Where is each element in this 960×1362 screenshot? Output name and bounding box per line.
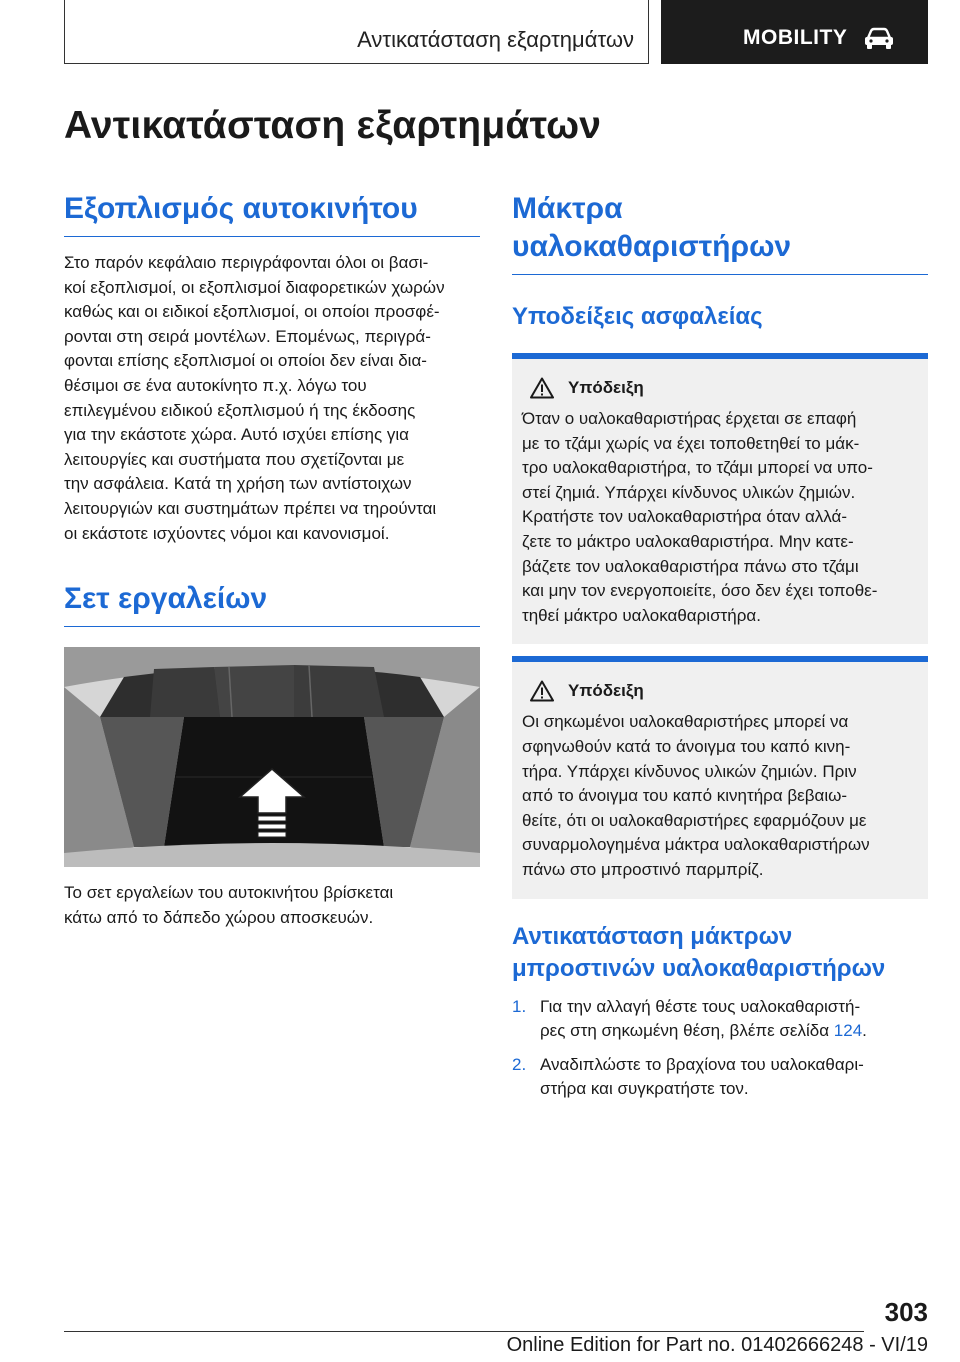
steps-list — [512, 995, 928, 1102]
notice-header — [522, 377, 918, 399]
trunk-photo — [64, 647, 480, 867]
footer-divider — [64, 1331, 864, 1332]
toolkit-paragraph: Το σετ εργαλείων του αυτοκινήτου βρίσκεται κάτω από το δάπεδο χώρου αποσκευών. — [64, 883, 394, 927]
page-link[interactable]: 124 — [833, 1021, 863, 1041]
page-header — [64, 0, 928, 66]
notice-title: Υπόδειξη — [568, 378, 644, 397]
safety-notes-heading: Υποδείξεις ασφαλείας — [512, 303, 763, 330]
notice-text: Όταν ο υαλοκαθαριστήρας έρχεται σε επαφή με το τζάμι χωρίς να έχει τοποθετηθεί το μάκ- τρο υαλοκαθαριστήρα, το τζάμι μπορεί να υπο- στεί ζημιά. Υπάρχει κίνδυνος υλικών ζημιών. Κρατήστε τον υαλοκαθαριστήρα όταν αλλά- ζετε το μάκτρο υαλοκαθαριστήρα. Μην κατε- βάζετε τον υαλοκαθαριστήρα πάνω στο τζάμι και μην τον ενεργοποιείτε, όσο δεν έχει τοποθε- τηθεί μάκτρο υαλοκαθαριστήρα. — [522, 409, 878, 625]
notice-box-2 — [512, 656, 928, 898]
replace-blades-heading: Αντικατάσταση μάκτρων μπροστινών υαλοκαθαριστήρων — [512, 922, 886, 982]
car-icon — [863, 26, 895, 50]
wiper-blades-heading: Μάκτρα υαλοκαθαριστήρων — [512, 190, 928, 275]
section-label: MOBILITY — [743, 26, 848, 49]
warning-triangle-icon — [530, 680, 554, 702]
equipment-paragraph: Στο παρόν κεφάλαιο περιγράφονται όλοι οι βασι- κοί εξοπλισμοί, οι εξοπλισμοί διαφορετικών χωρών καθώς και οι ειδικοί εξοπλισμοί, οι οποίοι προσφέ- ρονται στη σειρά μοντέλων. Επομένως, περιγρά- φονται επίσης εξοπλισμοί οι οποίοι δεν είναι δια- θέσιμοι σε ένα αυτοκίνητο π.χ. λόγω του επιλεγμένου ειδικού εξοπλισμού ή της έκδοσης για την εκάστοτε χώρα. Αυτό ισχύει επίσης για λειτουργίες και συστήματα που σχετίζονται με την ασφάλεια. Κατά τη χρήση των αντίστοιχων λειτουργιών και συστημάτων πρέπει να τηρούνται οι εκάστοτε ισχύοντες νόμοι και κανονισμοί. — [64, 253, 445, 543]
warning-triangle-icon — [530, 377, 554, 399]
notice-title: Υπόδειξη — [568, 681, 644, 701]
edition-label: Online Edition for Part no. 01402666248 - VI/19 — [506, 1334, 928, 1356]
notice-header — [522, 680, 918, 702]
page-title: Αντικατάσταση εξαρτημάτων — [64, 104, 602, 147]
header-chapter-title: Αντικατάσταση εξαρτημάτων — [357, 27, 634, 52]
right-column — [512, 190, 928, 1111]
notice-box-1 — [512, 353, 928, 644]
page-number: 303 — [884, 1297, 928, 1327]
toolkit-heading: Σετ εργαλείων — [64, 580, 480, 627]
step-number: 1. — [512, 996, 527, 1016]
list-item: 1. Για την αλλαγή θέστε τους υαλοκαθαριστή- ρες στη σηκωμένη θέση, βλέπε σελίδα 124. — [512, 996, 867, 1041]
header-section-tab — [661, 0, 928, 64]
equipment-heading: Εξοπλισμός αυτοκινήτου — [64, 190, 480, 237]
list-item: 2. Αναδιπλώστε το βραχίονα του υαλοκαθαρι- στήρα και συγκρατήστε τον. — [512, 1054, 864, 1099]
header-chapter-box — [64, 0, 649, 64]
step-number: 2. — [512, 1054, 527, 1074]
left-column — [64, 190, 480, 930]
notice-text: Οι σηκωμένοι υαλοκαθαριστήρες μπορεί να σφηνωθούν κατά το άνοιγμα του καπό κινη- τήρα. Υπάρχει κίνδυνος υλικών ζημιών. Πριν από το άνοιγμα του καπό κινητήρα βεβαιω- θείτε, ότι οι υαλοκαθαριστήρες εφαρμόζουν με συναρμολογημένα μάκτρα υαλοκαθαριστήρων πάνω στο μπροστινό παρμπρίζ. — [522, 712, 870, 879]
